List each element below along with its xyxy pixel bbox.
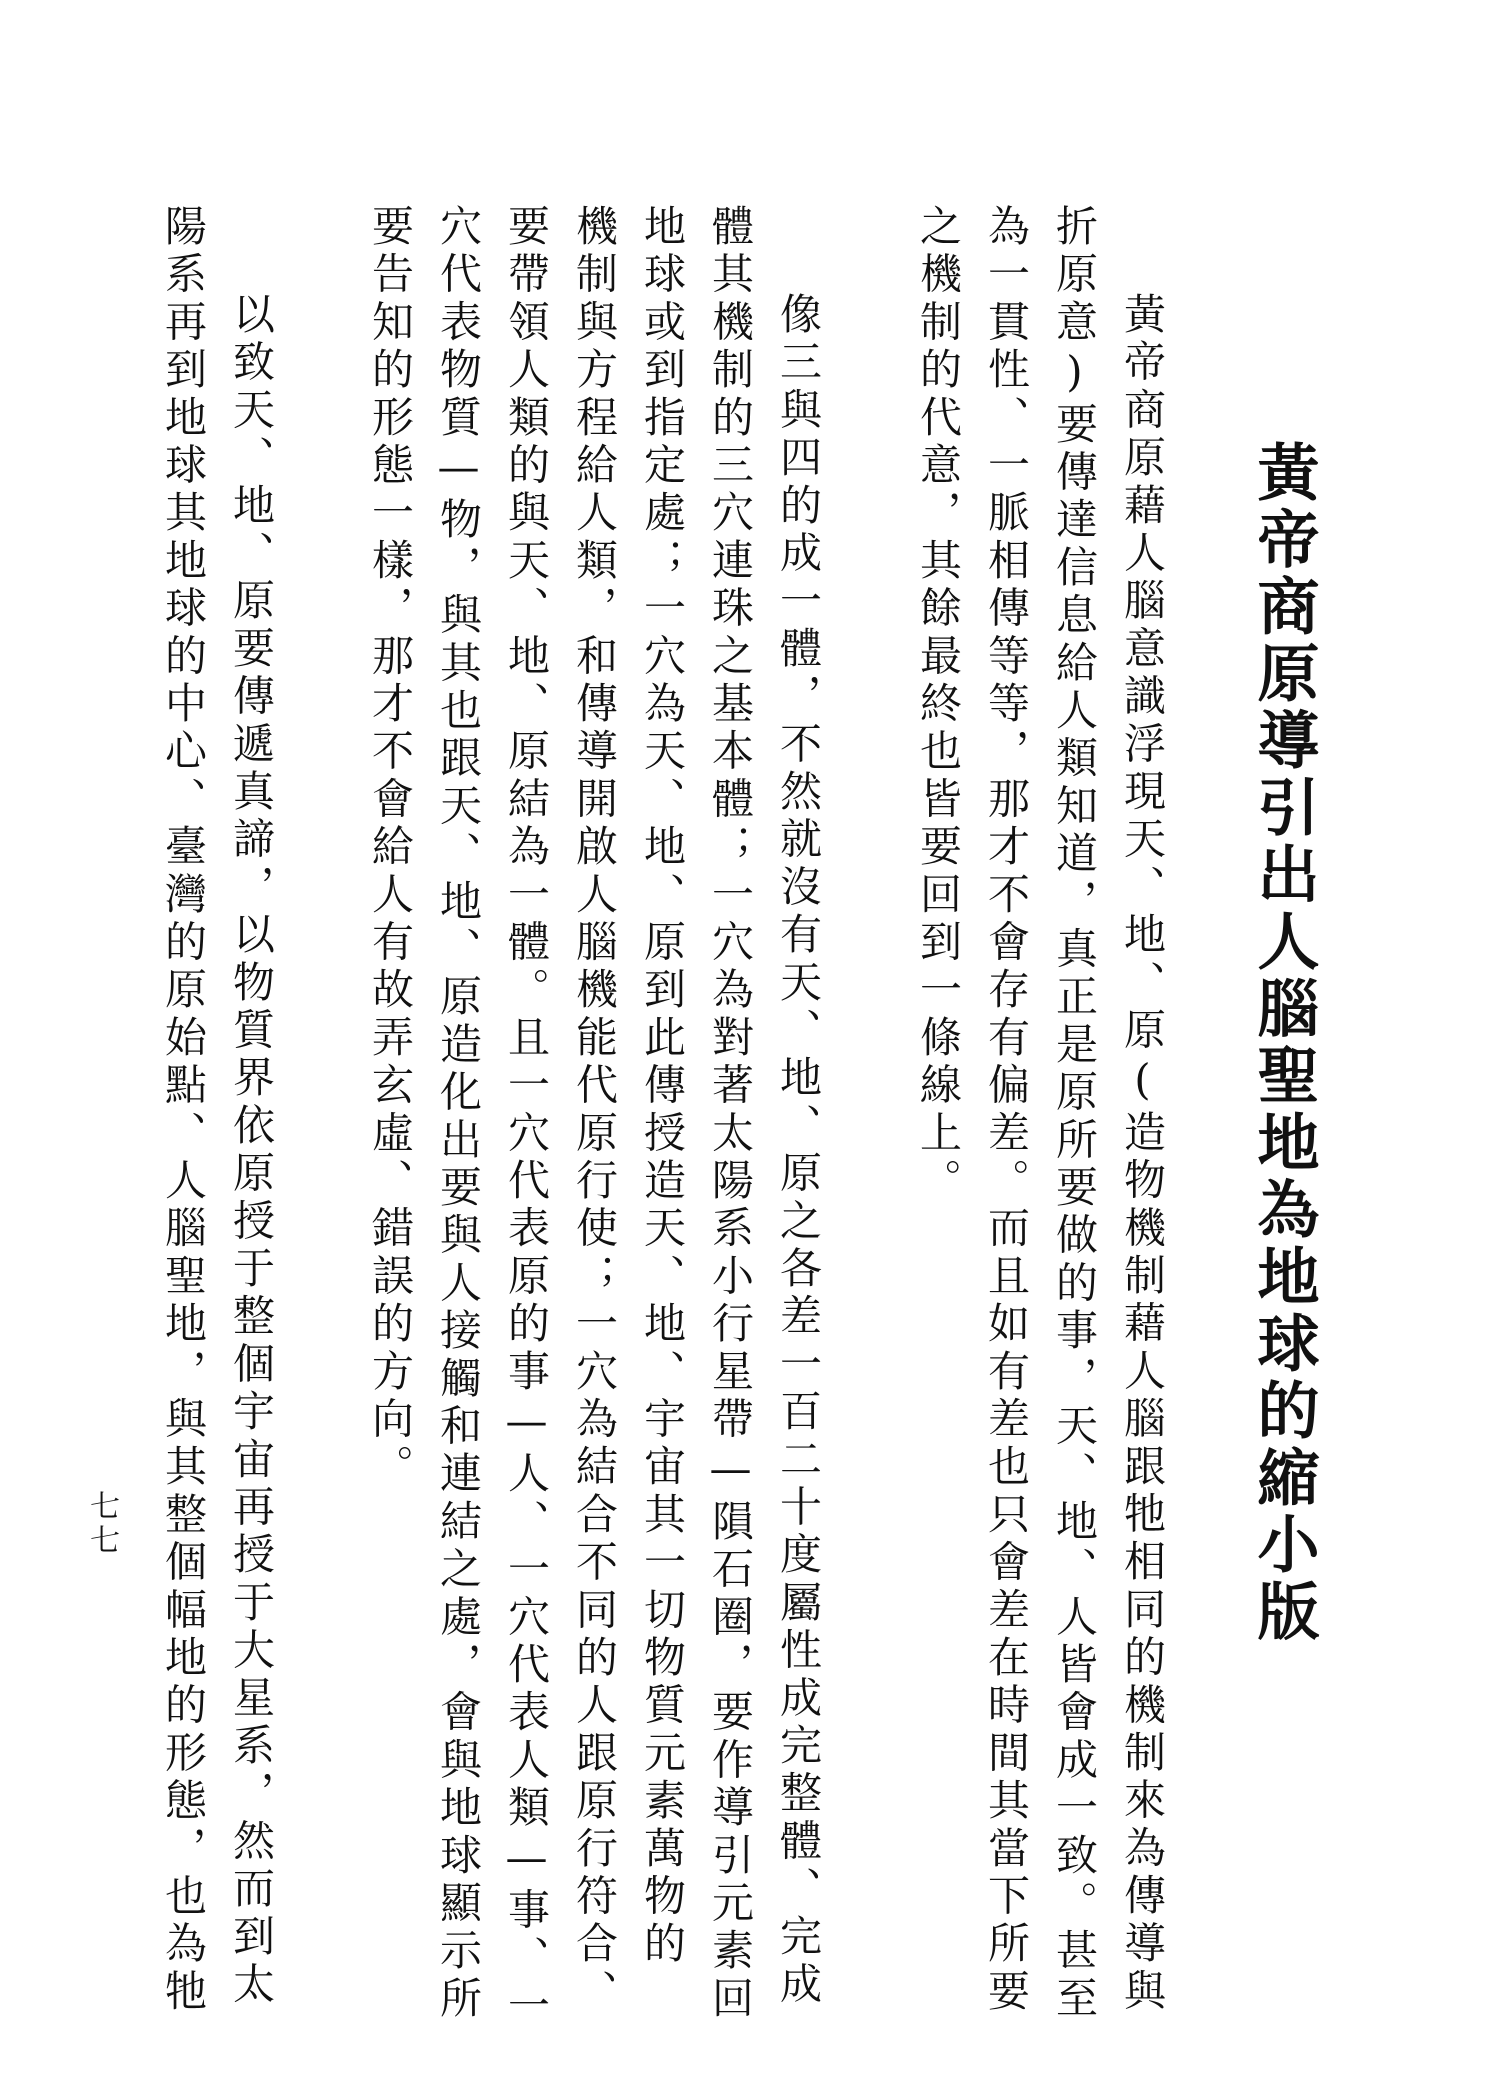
page-title: 黃帝商原導引出人腦聖地為地球的縮小版 [1247, 440, 1320, 1646]
text-line: 地球或到指定處；一穴為天、地、原到此傳授造天、地、宇宙其一切物質元素萬物的 [638, 204, 687, 1969]
text-line: 體其機制的三穴連珠之基本體；一穴為對著太陽系小行星帶—隕石圈，要作導引元素回 [706, 204, 755, 2024]
text-line: 像三與四的成一體，不然就沒有天、地、原之各差一百二十度屬性成完整體、完成 [774, 292, 823, 2010]
text-line: 以致天、地、原要傳遞真諦，以物質界依原授于整個宇宙再授于大星系，然而到太 [227, 292, 276, 2010]
text-line: 黃帝商原藉人腦意識浮現天、地、原(造物機制藉人腦跟牠相同的機制來為傳導與 [1118, 292, 1167, 2017]
text-line: 要告知的形態一樣，那才不會給人有故弄玄虛、錯誤的方向。 [366, 204, 415, 1492]
text-line: 之機制的代意，其餘最終也皆要回到一條線上。 [914, 204, 963, 1206]
text-line: 穴代表物質—物，與其也跟天、地、原造化出要與人接觸和連結之處，會與地球顯示所 [434, 204, 483, 2024]
text-line: 要帶領人類的與天、地、原結為一體。且一穴代表原的事—人、一穴代表人類—事、一 [502, 204, 551, 2031]
page-number: 七七 [84, 1490, 119, 1558]
text-line: 機制與方程給人類，和傳導開啟人腦機能代原行使；一穴為結合不同的人跟原行符合、 [570, 204, 619, 2017]
text-line: 折原意)要傳達信息給人類知道，真正是原所要做的事，天、地、人皆會成一致。甚至 [1050, 204, 1099, 2024]
text-line: 陽系再到地球其地球的中心、臺灣的原始點、人腦聖地，與其整個幅地的形態，也為牠 [159, 204, 208, 2017]
text-line: 為一貫性、一脈相傳等等，那才不會存有偏差。而且如有差也只會差在時間其當下所要 [982, 204, 1031, 2017]
